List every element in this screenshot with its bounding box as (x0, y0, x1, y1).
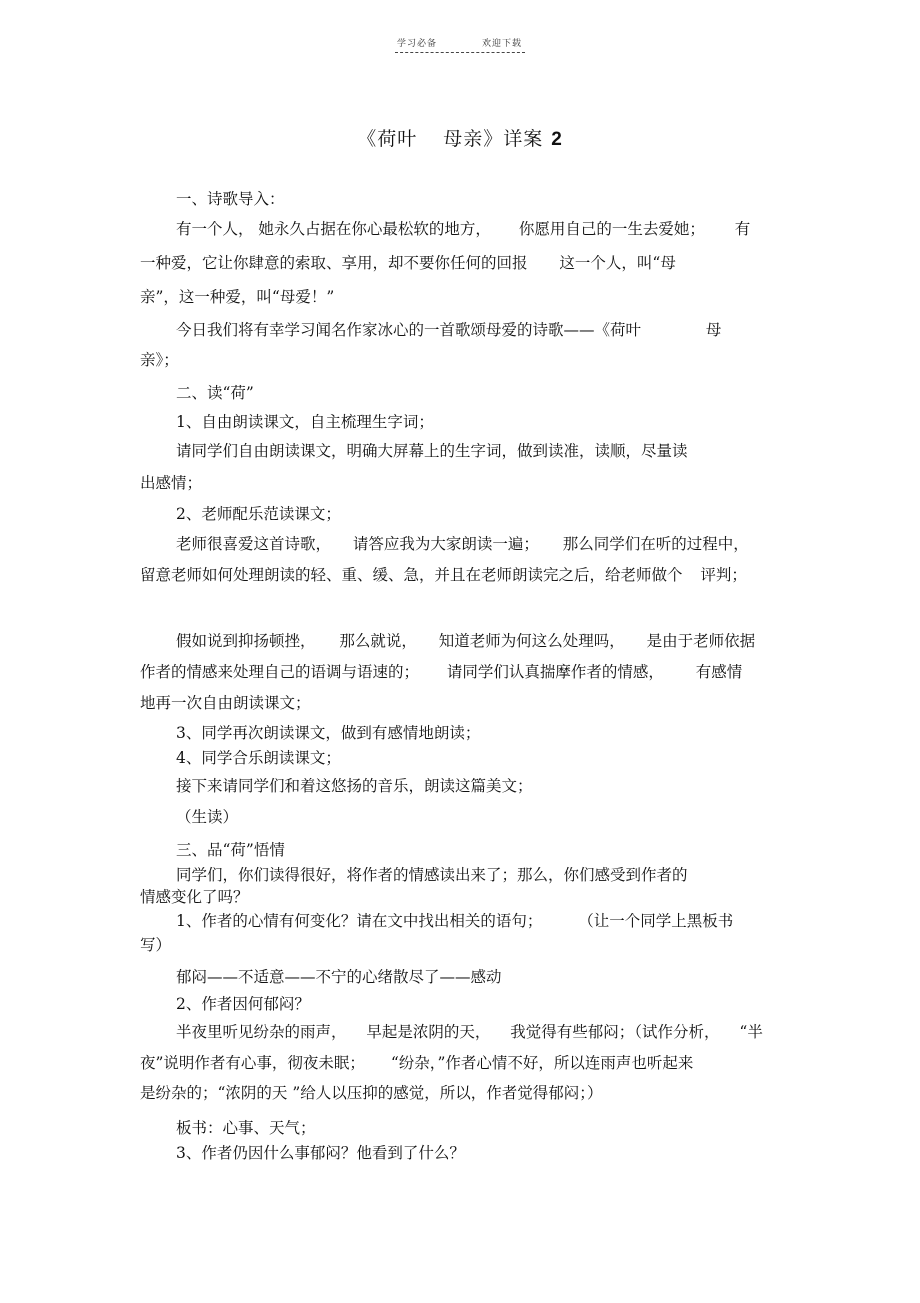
page-title (0, 124, 920, 151)
list-item: 3、作者仍因什么事郁闷？他看到了什么？ (176, 1144, 465, 1162)
text-run: “半 (739, 1023, 763, 1041)
text-run: 你愿用自己的一生去爱她； (518, 220, 705, 238)
text-run: 夜”说明作者有心事，彻夜未眠； (140, 1054, 365, 1072)
list-item: 3、同学再次朗读课文，做到有感情地朗读； (176, 724, 481, 742)
title-part-1: 《荷叶 (357, 128, 418, 150)
text-run: 是由于老师依据 (646, 632, 756, 650)
header-divider (395, 52, 525, 53)
paragraph-line: 请同学们自由朗读课文，明确大屏幕上的生字词，做到读准，读顺，尽量读 (176, 442, 688, 460)
text-run: 有感情 (695, 663, 743, 681)
text-run: 请答应我为大家朗读一遍； (352, 535, 539, 553)
paragraph-line: （生读） (176, 808, 239, 826)
text-run: 早起是浓阴的天， (366, 1023, 491, 1041)
paragraph-line: 写） (140, 936, 172, 954)
text-run: 今日我们将有幸学习闻名作家冰心的一首歌颂母爱的诗歌——《荷叶 (176, 321, 642, 339)
list-item: 2、作者因何郁闷？ (176, 995, 310, 1013)
text-run: 知道老师为何这么处理吗， (438, 632, 625, 650)
paragraph-line (140, 665, 742, 681)
list-item: 1、自由朗读课文，自主梳理生字词； (176, 413, 434, 431)
text-run: 老师很喜爱这首诗歌， (176, 535, 332, 553)
text-run: （让一个同学上黑板书 (578, 912, 734, 930)
paragraph-line: 亲》； (140, 351, 179, 369)
paragraph-line: 板书：心事、天气； (176, 1119, 316, 1137)
paragraph-line (140, 568, 747, 584)
header-right-text: 欢迎下载 (482, 39, 523, 49)
paragraph-line (176, 222, 750, 238)
list-item (176, 914, 733, 930)
section-heading-1: 一、诗歌导入： (176, 190, 285, 208)
paragraph-line: 出感情； (140, 474, 203, 492)
text-run: 那么同学们在听的过程中， (562, 535, 749, 553)
text-run: 这一个人，叫“母 (559, 254, 676, 272)
paragraph-line: 地再一次自由朗读课文； (140, 694, 311, 712)
list-item: 4、同学合乐朗读课文； (176, 749, 341, 767)
text-run: 评判； (700, 566, 747, 584)
text-run: 我觉得有些郁闷；（试作分析， (510, 1023, 720, 1041)
paragraph-line (140, 1056, 693, 1072)
text-run: 母 (705, 321, 722, 339)
text-run: 有 (734, 220, 751, 238)
paragraph-line (176, 537, 749, 553)
title-part-2: 母亲》详案 (443, 128, 544, 150)
text-run: 有一个人， 她永久占据在你心最松软的地方， (176, 220, 491, 238)
text-run: 假如说到抑扬顿挫， (176, 632, 316, 650)
paragraph-line (176, 1025, 763, 1041)
list-item: 2、老师配乐范读课文； (176, 505, 341, 523)
text-run: 留意老师如何处理朗读的轻、重、缓、急，并且在老师朗读完之后，给老师做个 (140, 566, 683, 584)
section-heading-3: 三、品“荷”悟情 (176, 841, 285, 859)
text-run: 请同学们认真揣摩作者的情感， (446, 663, 664, 681)
text-run: 半夜里听见纷杂的雨声， (176, 1023, 347, 1041)
text-run: 作者的情感来处理自己的语调与语速的； (140, 663, 420, 681)
paragraph-line: 亲”，这一种爱，叫“母爱！” (140, 288, 335, 306)
section-heading-2: 二、读“荷” (176, 384, 254, 402)
header-left-text: 学习必备 (397, 39, 438, 49)
paragraph-line: 情感变化了吗？ (140, 888, 249, 906)
text-run: 那么就说， (339, 632, 417, 650)
text-run: 1、作者的心情有何变化？请在文中找出相关的语句； (176, 912, 543, 930)
title-number: 2 (551, 129, 563, 150)
text-run: 一种爱，它让你肆意的索取、享用，却不要你任何的回报 (140, 254, 528, 272)
paragraph-line: 同学们，你们读得很好，将作者的情感读出来了；那么，你们感受到作者的 (176, 866, 688, 884)
paragraph-line (140, 256, 676, 272)
paragraph-line (176, 634, 755, 650)
paragraph-line: 是纷杂的；“浓阴的天 ”给人以压抑的感觉，所以，作者觉得郁闷；） (140, 1084, 603, 1102)
paragraph-line (176, 323, 721, 339)
paragraph-line: 郁闷——不适意——不宁的心绪散尽了——感动 (176, 968, 502, 986)
text-run: “纷杂，”作者心情不好，所以连雨声也听起来 (390, 1054, 694, 1072)
paragraph-line: 接下来请同学们和着这悠扬的音乐，朗读这篇美文； (176, 777, 533, 795)
